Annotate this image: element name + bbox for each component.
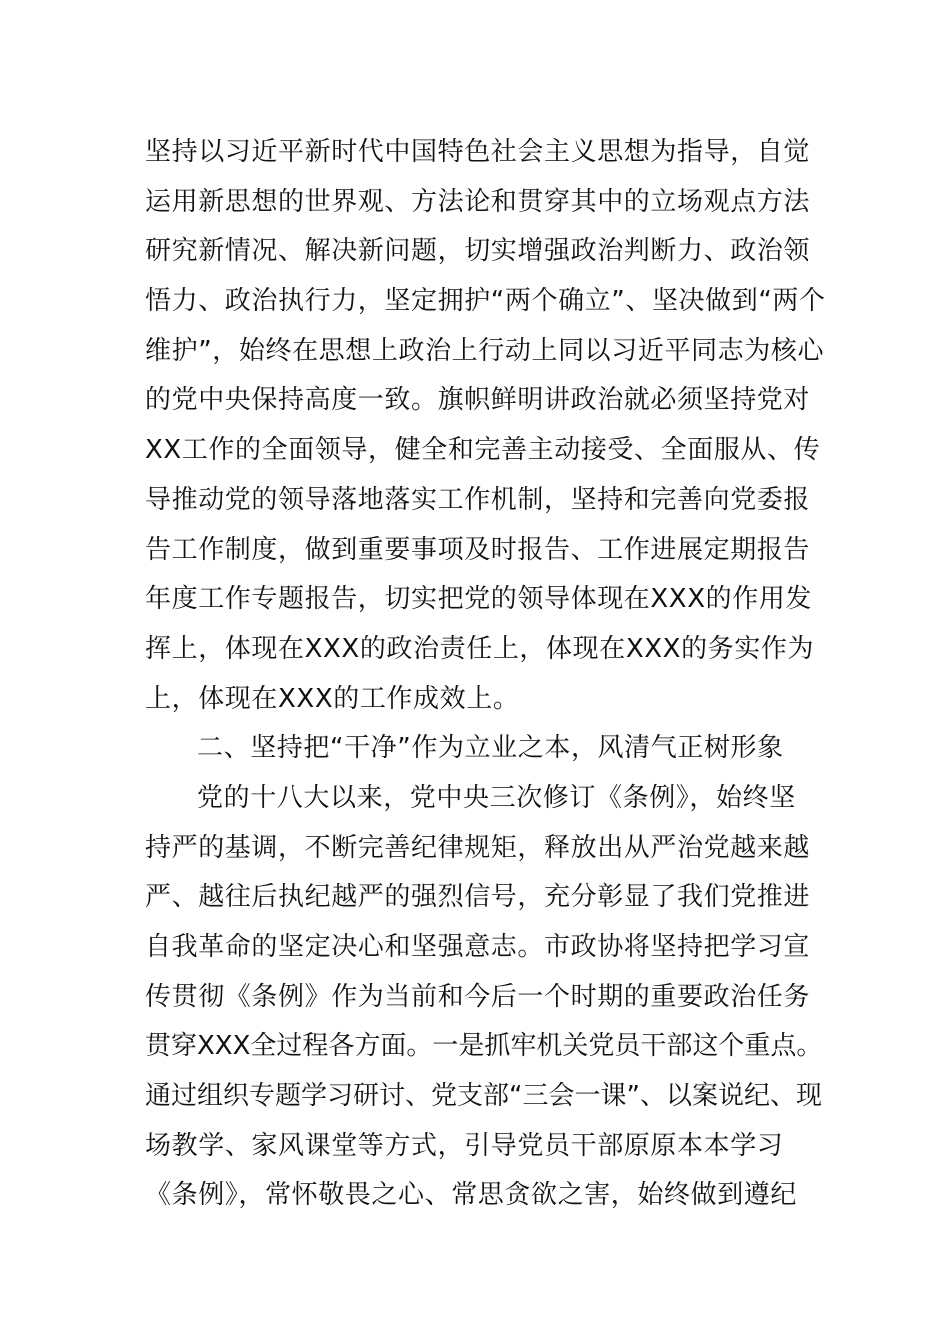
paragraph-line-18: 传贯彻《条例》作为当前和今后一个时期的重要政治任务 <box>145 981 811 1012</box>
paragraph-line-19: 贯穿XXX全过程各方面。一是抓牢机关党员干部这个重点。 <box>145 1031 823 1062</box>
paragraph-line-6: 的党中央保持高度一致。旗帜鲜明讲政治就必须坚持党对 <box>145 385 811 416</box>
paragraph-line-2: 运用新思想的世界观、方法论和贯穿其中的立场观点方法 <box>145 186 811 217</box>
paragraph-line-10: 年度工作专题报告，切实把党的领导体现在XXX的作用发 <box>145 584 813 615</box>
paragraph-line-8: 导推动党的领导落地落实工作机制，坚持和完善向党委报 <box>145 484 811 515</box>
paragraph-line-21: 场教学、家风课堂等方式，引导党员干部原原本本学习 <box>145 1130 784 1161</box>
paragraph-line-3: 研究新情况、解决新问题，切实增强政治判断力、政治领 <box>145 236 811 267</box>
paragraph-line-4: 悟力、政治执行力，坚定拥护“两个确立”、坚决做到“两个 <box>145 286 826 317</box>
paragraph-line-9: 告工作制度，做到重要事项及时报告、工作进展定期报告 <box>145 534 811 565</box>
paragraph-line-14: 党的十八大以来，党中央三次修订《条例》，始终坚 <box>197 782 796 813</box>
paragraph-line-11: 挥上，体现在XXX的政治责任上，体现在XXX的务实作为 <box>145 633 815 664</box>
document-body <box>145 128 835 1221</box>
paragraph-line-12: 上，体现在XXX的工作成效上。 <box>145 683 520 714</box>
paragraph-line-20: 通过组织专题学习研讨、党支部“三会一课”、以案说纪、现 <box>145 1081 822 1112</box>
paragraph-line-5: 维护”，始终在思想上政治上行动上同以习近平同志为核心 <box>145 335 825 366</box>
paragraph-line-16: 严、越往后执纪越严的强烈信号，充分彰显了我们党推进 <box>145 882 811 913</box>
paragraph-line-22: 《条例》，常怀敬畏之心、常思贪欲之害，始终做到遵纪 <box>145 1180 798 1211</box>
paragraph-line-1: 坚持以习近平新时代中国特色社会主义思想为指导，自觉 <box>145 137 811 167</box>
paragraph-line-15: 持严的基调，不断完善纪律规矩，释放出从严治党越来越 <box>145 832 811 863</box>
section-heading: 二、坚持把“干净”作为立业之本，风清气正树形象 <box>197 733 784 764</box>
paragraph-line-17: 自我革命的坚定决心和坚强意志。市政协将坚持把学习宣 <box>145 932 811 962</box>
paragraph-line-7: XX工作的全面领导，健全和完善主动接受、全面服从、传 <box>145 435 821 466</box>
